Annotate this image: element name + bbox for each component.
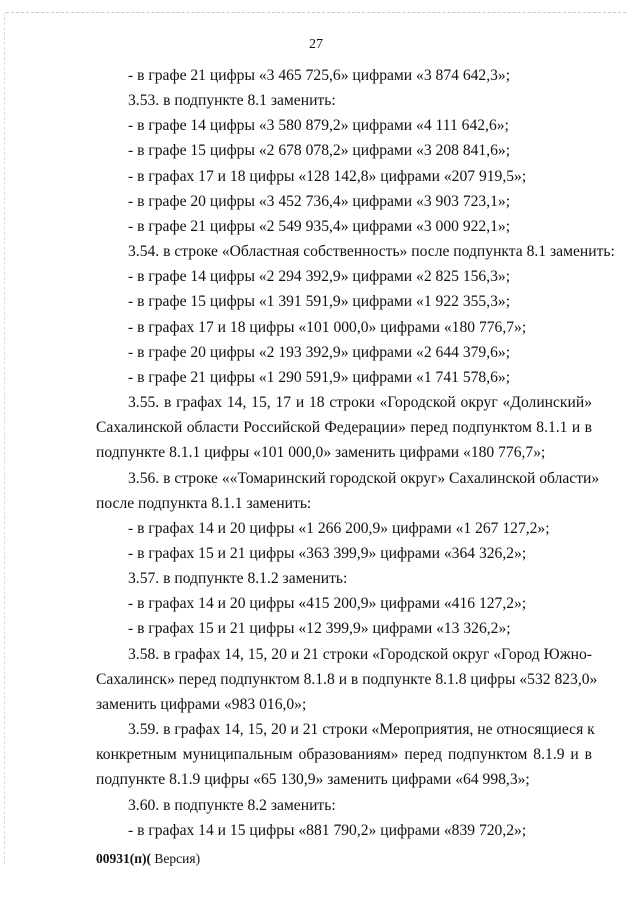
document-body — [96, 63, 615, 843]
paragraph-line: подпункте 8.1.9 цифры «65 130,9» заменить цифрами «64 998,3»; — [96, 771, 530, 789]
amendment-line: - в графе 20 цифры «3 452 736,4» цифрами «3 903 723,1»; — [128, 192, 511, 210]
scan-edge-top — [6, 12, 626, 13]
paragraph-line: 3.58. в графах 14, 15, 20 и 21 строки «Городской округ «Город Южно- — [128, 645, 592, 663]
paragraph — [96, 466, 600, 516]
clause-heading: 3.57. в подпункте 8.1.2 заменить: — [128, 570, 348, 588]
paragraph-line: после подпункта 8.1.1 заменить: — [96, 494, 312, 512]
paragraph — [96, 642, 598, 717]
paragraph-line: 3.59. в графах 14, 15, 20 и 21 строки «Мероприятия, не относящиеся к — [128, 721, 595, 739]
paragraph-line: подпункте 8.1.1 цифры «101 000,0» заменить цифрами «180 776,7»; — [96, 444, 546, 462]
amendment-line: - в графах 15 и 21 цифры «12 399,9» цифрами «13 326,2»; — [128, 620, 511, 638]
paragraph-line: заменить цифрами «983 016,0»; — [96, 695, 307, 713]
scan-edge-left — [4, 12, 5, 864]
amendment-line: - в графе 21 цифры «1 290 591,9» цифрами «1 741 578,6»; — [128, 368, 511, 386]
amendment-line: - в графах 17 и 18 цифры «128 142,8» цифрами «207 919,5»; — [128, 167, 527, 185]
amendment-line: - в графах 14 и 20 цифры «1 266 200,9» цифрами «1 267 127,2»; — [128, 519, 550, 537]
amendment-line: - в графах 14 и 20 цифры «415 200,9» цифрами «416 127,2»; — [128, 595, 527, 613]
amendment-line: - в графе 15 цифры «2 678 078,2» цифрами «3 208 841,6»; — [128, 142, 511, 160]
amendment-line: - в графе 15 цифры «1 391 591,9» цифрами «1 922 355,3»; — [128, 293, 511, 311]
amendment-line: - в графе 20 цифры «2 193 392,9» цифрами «2 644 379,6»; — [128, 343, 511, 361]
paragraph-line: Сахалинск» перед подпунктом 8.1.8 и в подпункте 8.1.8 цифры «532 823,0» — [96, 670, 598, 688]
amendment-line: - в графе 14 цифры «2 294 392,9» цифрами «2 825 156,3»; — [128, 268, 511, 286]
amendment-line: - в графе 21 цифры «2 549 935,4» цифрами «3 000 922,1»; — [128, 217, 511, 235]
amendment-line: - в графе 21 цифры «3 465 725,6» цифрами «3 874 642,3»; — [128, 67, 511, 84]
paragraph — [96, 717, 595, 792]
paragraph-line: Сахалинской области Российской Федерации» перед подпунктом 8.1.1 и в — [96, 419, 592, 437]
paragraph-line: 3.56. в строке ««Томаринский городской округ» Сахалинской области» — [128, 469, 600, 487]
amendment-line: - в графах 14 и 15 цифры «881 790,2» цифрами «839 720,2»; — [128, 821, 527, 839]
amendment-line: - в графе 14 цифры «3 580 879,2» цифрами «4 111 642,6»; — [128, 117, 509, 135]
document-footer — [96, 851, 200, 867]
document-version: Версия) — [151, 851, 201, 866]
paragraph-line: 3.55. в графах 14, 15, 17 и 18 строки «Городской округ «Долинский» — [128, 394, 592, 412]
page-number: 27 — [309, 37, 323, 52]
amendment-line: - в графах 17 и 18 цифры «101 000,0» цифрами «180 776,7»; — [128, 318, 527, 336]
document-code: 00931(п)( — [96, 851, 152, 866]
clause-heading: 3.53. в подпункте 8.1 заменить: — [128, 92, 336, 110]
clause-heading: 3.60. в подпункте 8.2 заменить: — [128, 796, 336, 814]
paragraph — [96, 390, 592, 465]
clause-heading: 3.54. в строке «Областная собственность» после подпункта 8.1 заменить: — [128, 243, 615, 261]
paragraph-line: конкретным муниципальным образованиям» перед подпунктом 8.1.9 и в — [96, 746, 592, 764]
amendment-line: - в графах 15 и 21 цифры «363 399,9» цифрами «364 326,2»; — [128, 544, 527, 562]
